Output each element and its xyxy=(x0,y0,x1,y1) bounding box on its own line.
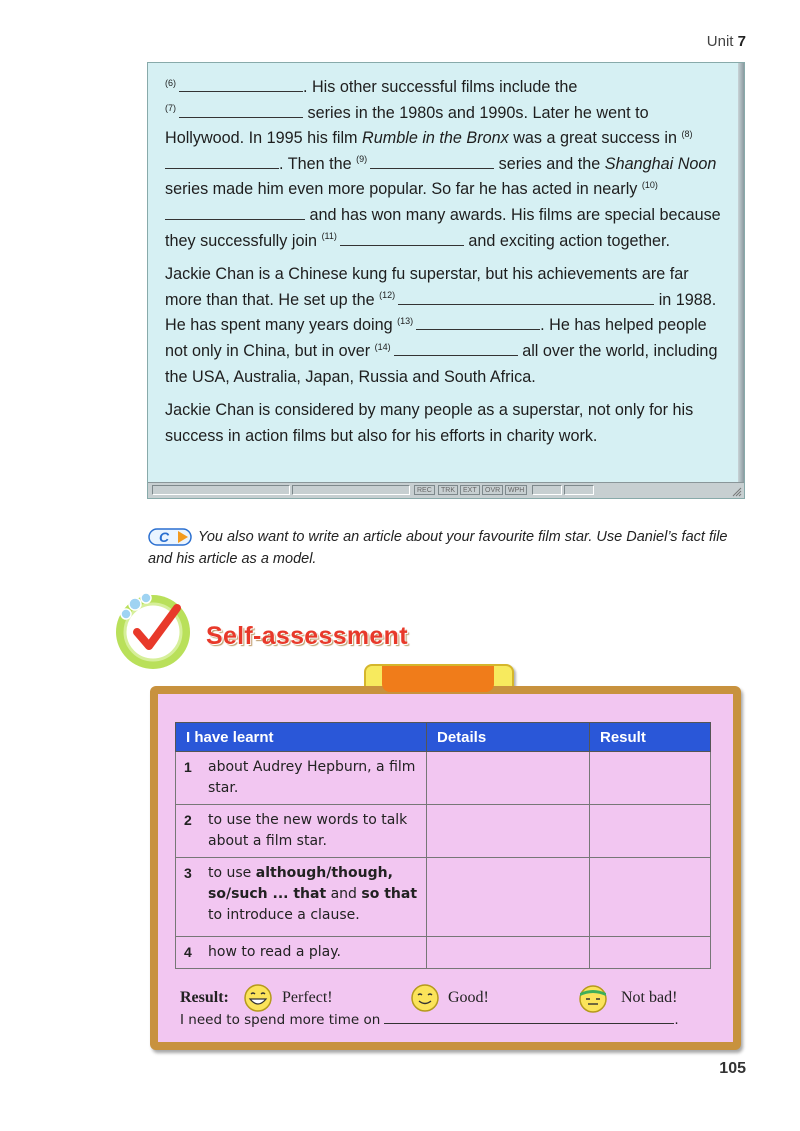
blank-11[interactable] xyxy=(340,231,464,246)
status-segment xyxy=(292,485,410,495)
details-cell[interactable] xyxy=(427,937,590,969)
need-more-time-line: I need to spend more time on . xyxy=(180,1012,679,1028)
rating-not-bad: Not bad! xyxy=(621,989,678,1006)
row-item: 2 to use the new words to talk about a film star. xyxy=(176,805,427,858)
article-text xyxy=(165,75,725,457)
blank-10[interactable] xyxy=(165,205,305,220)
status-segment xyxy=(532,485,562,495)
perfect-smiley-icon[interactable] xyxy=(242,983,274,1013)
status-segment xyxy=(564,485,594,495)
instruction: C You also want to write an article about your favourite film star. Use Daniel’s fact file and his article as a model. xyxy=(148,529,728,567)
document-window xyxy=(147,62,745,499)
result-cell[interactable] xyxy=(590,752,711,805)
status-tag-ovr: OVR xyxy=(482,485,503,495)
article-paragraph-2: Jackie Chan is a Chinese kung fu superstar, but his achievements are far more than that. He set up the $^{(12)}$ in 1988. He has spent many years doing $^{(13)}$ . He has helped people not only in China, but in over $^{(14)}$ all over the world, including the USA, Australia, Japan, Russia and South Africa. xyxy=(165,265,718,386)
assessment-table xyxy=(175,722,711,969)
row-item: 4 how to read a play. xyxy=(176,937,427,969)
blank-9[interactable] xyxy=(370,154,494,169)
not-bad-smiley-icon[interactable] xyxy=(577,983,609,1013)
header-result: Result xyxy=(590,723,711,752)
unit-label: Unit 7 xyxy=(706,33,746,50)
blank-8[interactable] xyxy=(165,154,279,169)
row-item: 3 to use although/though, so/such ... that and so that to introduce a clause. xyxy=(176,858,427,937)
result-cell[interactable] xyxy=(590,805,711,858)
table-row xyxy=(176,805,711,858)
self-assessment-title: Self-assessment xyxy=(206,622,408,650)
status-tag-ext: EXT xyxy=(460,485,480,495)
checkmark-logo-icon xyxy=(113,590,195,672)
table-header-row xyxy=(176,723,711,752)
section-c-badge-icon xyxy=(148,528,192,546)
result-cell[interactable] xyxy=(590,937,711,969)
status-tag-wph: WPH xyxy=(505,485,527,495)
status-tag-trk: TRK xyxy=(438,485,458,495)
header-i-have-learnt: I have learnt xyxy=(176,723,427,752)
resize-grip-icon[interactable] xyxy=(732,487,742,497)
table-row xyxy=(176,752,711,805)
blank-14[interactable] xyxy=(394,341,518,356)
need-more-blank[interactable] xyxy=(384,1011,674,1024)
details-cell[interactable] xyxy=(427,858,590,937)
rating-perfect: Perfect! xyxy=(282,989,333,1006)
blank-13[interactable] xyxy=(416,315,540,330)
good-smiley-icon[interactable] xyxy=(409,983,441,1013)
table-row xyxy=(176,858,711,937)
row-item: 1 about Audrey Hepburn, a film star. xyxy=(176,752,427,805)
svg-text:C: C xyxy=(159,529,170,546)
blank-7[interactable] xyxy=(179,103,303,118)
rating-good: Good! xyxy=(448,989,489,1006)
blank-6[interactable] xyxy=(179,77,303,92)
status-bar xyxy=(148,482,744,498)
result-legend xyxy=(180,986,700,1010)
article-paragraph-3: Jackie Chan is considered by many people as a superstar, not only for his success in action films but also for his efforts in charity work. xyxy=(165,401,694,445)
status-tag-rec: REC xyxy=(414,485,435,495)
page-number: 105 xyxy=(719,1060,746,1077)
result-label: Result: xyxy=(180,989,229,1006)
article-paragraph-1: $^{(6)}$ . His other successful films include the $^{(7)}$ series in the 1980s and 1990s. Later he went to Hollywood. In 1995 his film Rumble in the Bronx was a great success in $^{(8)}$. Then the $^{(9)}$ series and the Shanghai Noon series made him even more popular. So far he has acted in nearly $^{(10)}$ and has won many awards. His films are special because they successfully join $^{(11)}$ and exciting action together. xyxy=(165,77,721,250)
board-tab-marker xyxy=(382,666,494,692)
table-row xyxy=(176,937,711,969)
window-scrollbar[interactable] xyxy=(738,63,744,482)
header-details: Details xyxy=(427,723,590,752)
details-cell[interactable] xyxy=(427,805,590,858)
details-cell[interactable] xyxy=(427,752,590,805)
result-cell[interactable] xyxy=(590,858,711,937)
status-segment xyxy=(152,485,290,495)
blank-12[interactable] xyxy=(398,290,654,305)
